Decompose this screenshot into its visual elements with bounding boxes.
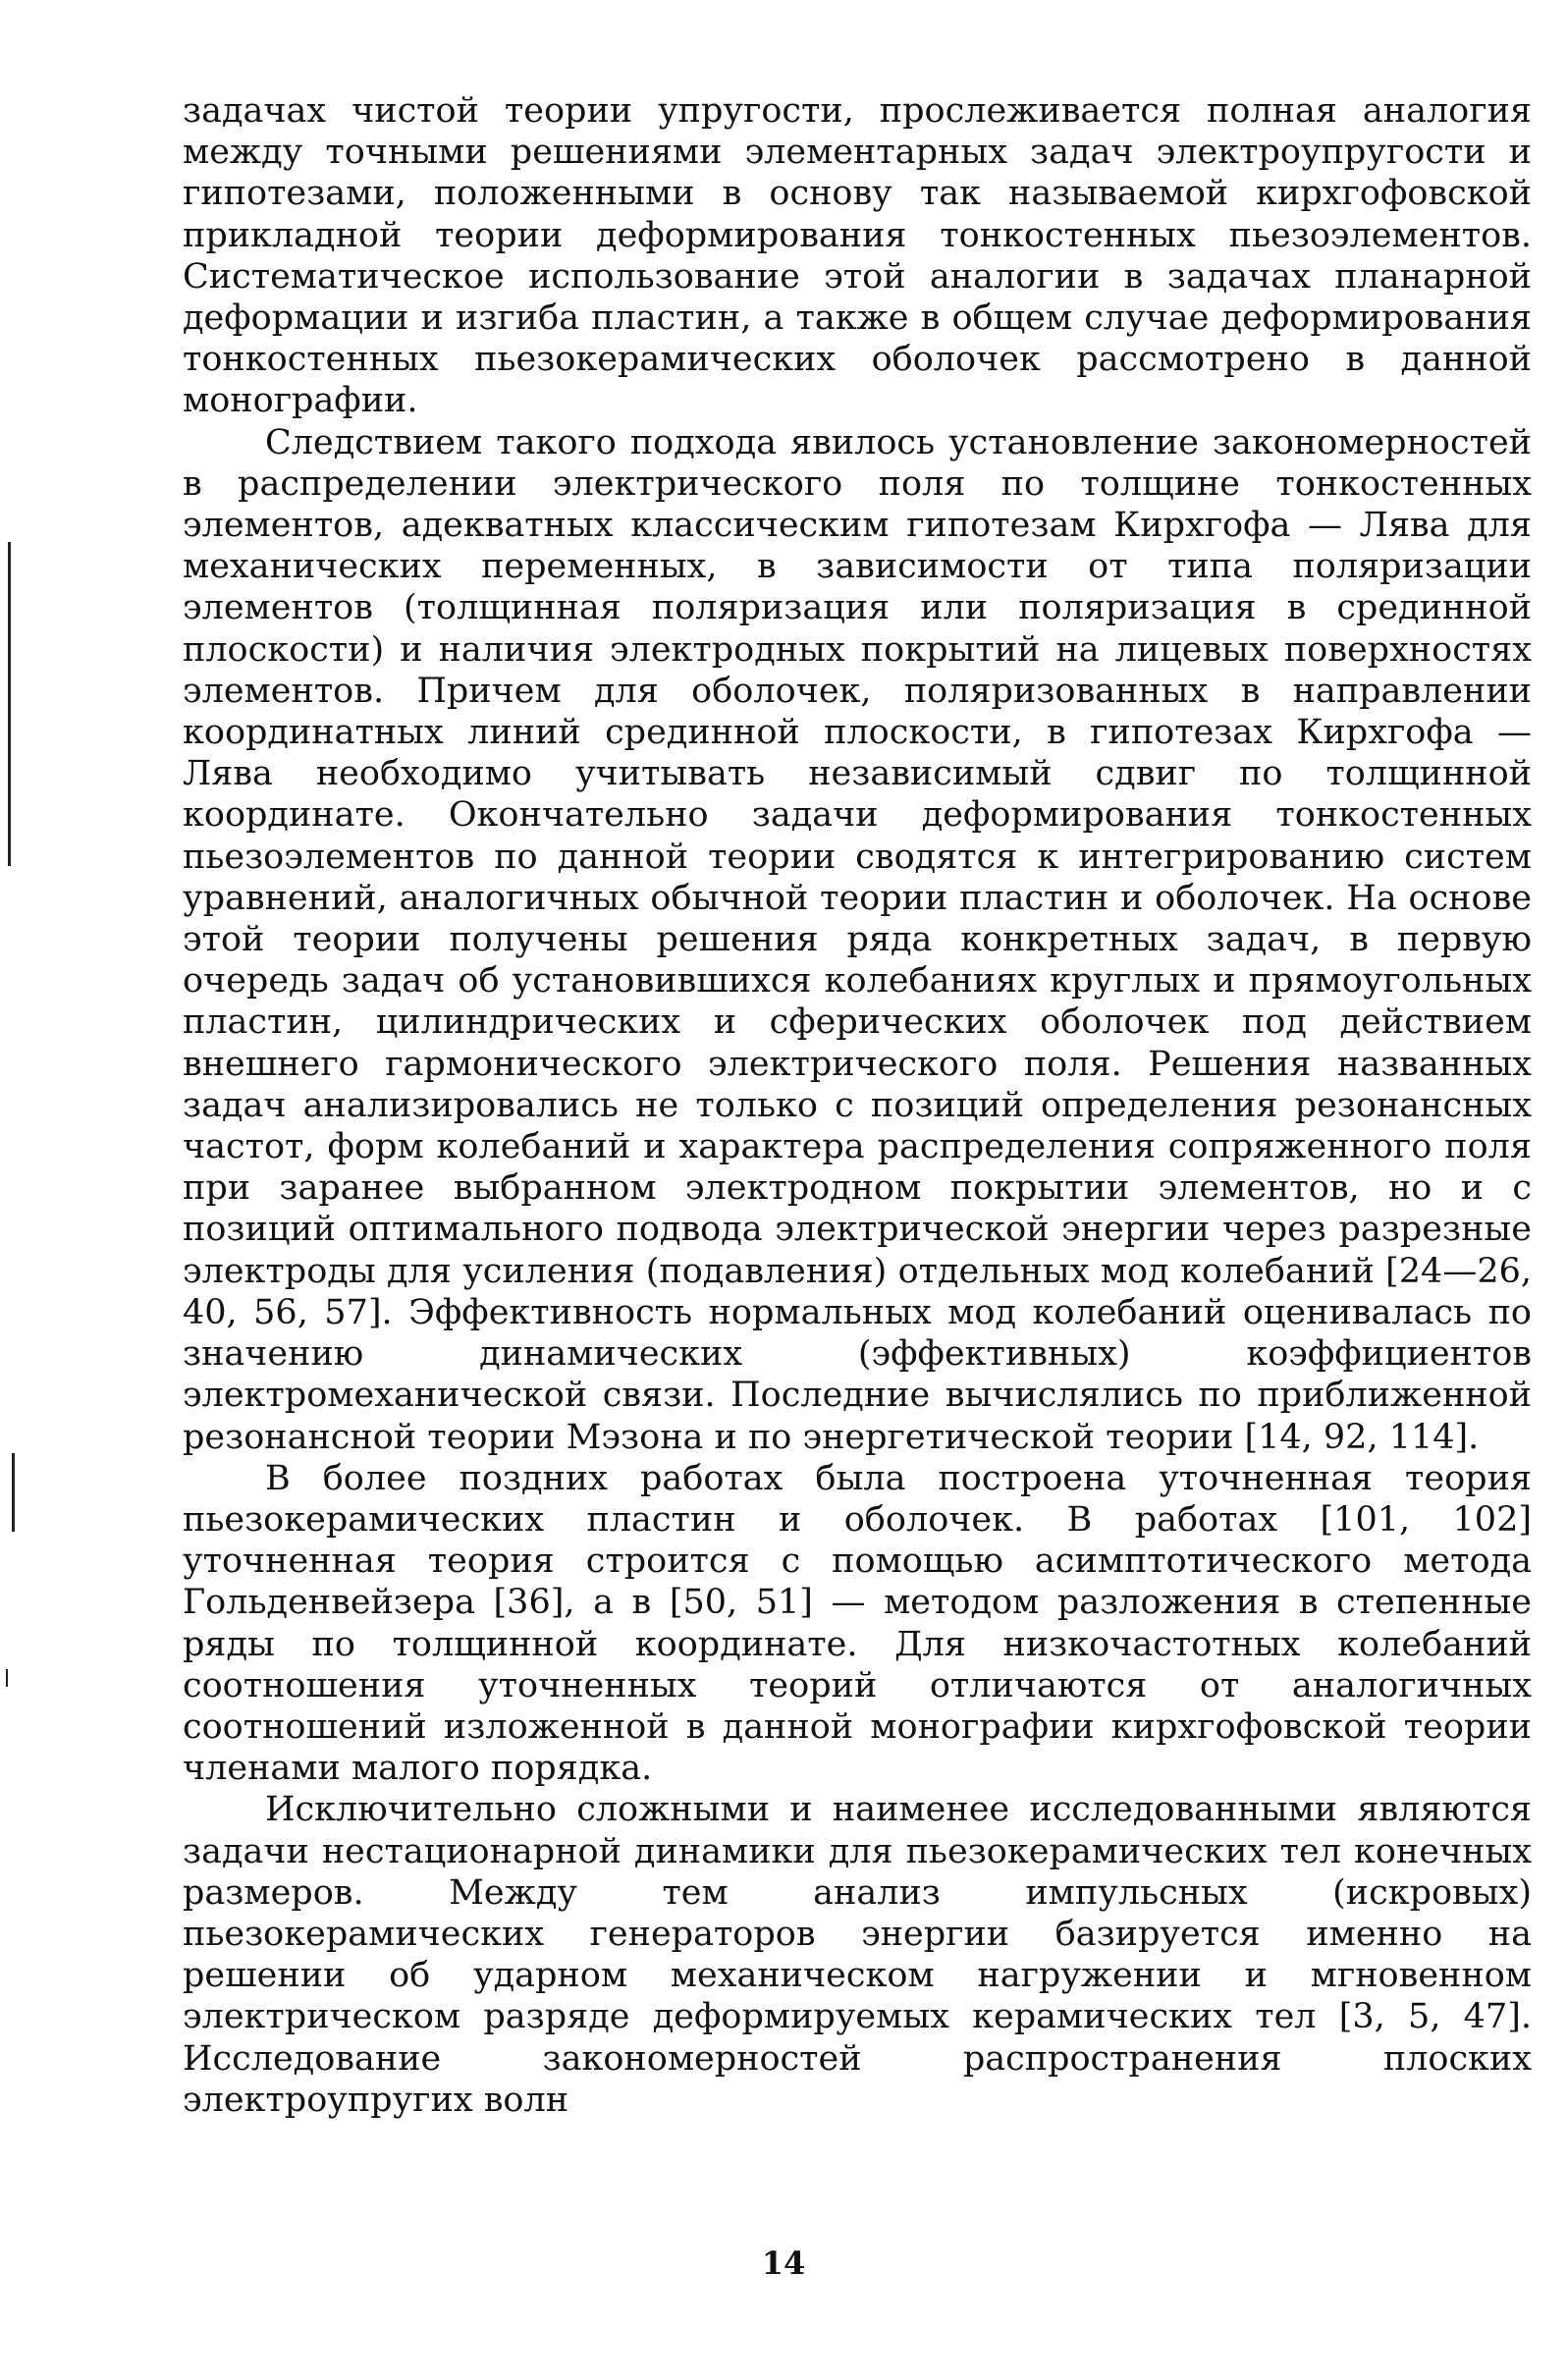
- paragraph-1: задачах чистой теории упругости, прослеживается полная аналогия между точными решениями элементарных задач электроупругости и гипотезами, положенными в основу так называемой кирхгофовской прикладной теории деформирования тонкостенных пьезоэлементов. Систематическое использование этой аналогии в задачах планарной деформации и изгиба пластин, а также в общем случае деформирования тонкостенных пьезокерамических оболочек рассмотрено в данной монографии.: [183, 91, 1532, 421]
- page-number: 14: [761, 2245, 806, 2282]
- margin-scan-mark-3: [6, 1669, 8, 1687]
- margin-scan-mark-2: [12, 1453, 15, 1532]
- paragraph-2: Следствием такого подхода явилось установление закономерностей в распределении электрического поля по толщине тонкостенных элементов, адекватных классическим гипотезам Кирхгофа — Лява для механических переменных, в зависимости от типа поляризации элементов (толщинная поляризация или поляризация в срединной плоскости) и наличия электродных покрытий на лицевых поверхностях элементов. Причем для оболочек, поляризованных в направлении координатных линий срединной плоскости, в гипотезах Кирхгофа — Лява необходимо учитывать независимый сдвиг по толщинной координате. Окончательно задачи деформирования тонкостенных пьезоэлементов по данной теории сводятся к интегрированию систем уравнений, аналогичных обычной теории пластин и оболочек. На основе этой теории получены решения ряда конкретных задач, в первую очередь задач об установившихся колебаниях круглых и прямоугольных пластин, цилиндрических и сферических оболочек под действием внешнего гармонического электрического поля. Решения названных задач анализировались не только с позиций определения резонансных частот, форм колебаний и характера распределения сопряженного поля при заранее выбранном электродном покрытии элементов, но и с позиций оптимального подвода электрической энергии через разрезные электроды для усиления (подавления) отдельных мод колебаний [24—26, 40, 56, 57]. Эффективность нормальных мод колебаний оценивалась по значению динамических (эффективных) коэффициентов электромеханической связи. Последние вычислялись по приближенной резонансной теории Мэзона и по энергетической теории [14, 92, 114].: [183, 422, 1532, 1457]
- margin-scan-mark-1: [8, 542, 11, 866]
- paragraph-3: В более поздних работах была построена уточненная теория пьезокерамических пластин и оболочек. В работах [101, 102] уточненная теория строится с помощью асимптотического метода Гольденвейзера [36], а в [50, 51] — методом разложения в степенные ряды по толщинной координате. Для низкочастотных колебаний соотношения уточненных теорий отличаются от аналогичных соотношений изложенной в данной монографии кирхгофовской теории членами малого порядка.: [183, 1458, 1532, 1789]
- paragraph-4: Исключительно сложными и наименее исследованными являются задачи нестационарной динамики для пьезокерамических тел конечных размеров. Между тем анализ импульсных (искровых) пьезокерамических генераторов энергии базируется именно на решении об ударном механическом нагружении и мгновенном электрическом разряде деформируемых керамических тел [3, 5, 47]. Исследование закономерностей распространения плоских электроупругих волн: [183, 1790, 1532, 2120]
- body-text: [183, 90, 1532, 2121]
